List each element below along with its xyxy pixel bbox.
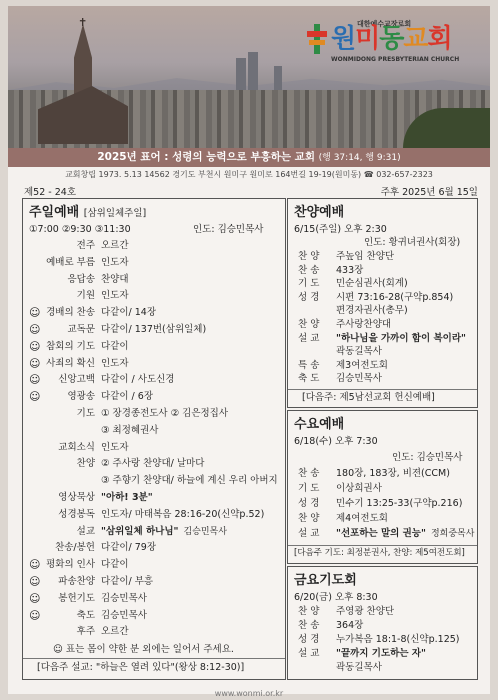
order-value: 오르간 (101, 626, 129, 638)
order-value: ③ 주향기 찬양대/ 하늘에 계신 우리 아버지 (101, 475, 278, 487)
order-value: 제3여전도회 (336, 359, 388, 371)
church-info: 교회창립 1973. 5.13 14562 경기도 부천시 원미구 원미로 164번길 19-19(원미동) ☎ 032-657-2323 (65, 170, 433, 179)
next-sermon: [다음주 설교: "하늘은 열려 있다"(왕상 8:12-30)] (37, 662, 245, 673)
order-label: 예배로 부름 (46, 256, 95, 268)
church-logo (305, 18, 480, 68)
order-value: 인도자 (101, 357, 129, 369)
city-photo (8, 6, 490, 148)
order-label: 찬양 (76, 458, 95, 470)
order-label: 성 경 (298, 291, 320, 303)
service-times: ①7:00 ②9:30 ③11:30 (29, 224, 131, 235)
sunday-service-title: 주일예배 [삼위일체주일] (29, 205, 147, 220)
order-label: 성 경 (298, 634, 320, 645)
preacher-name: 김승민목사 (183, 526, 227, 537)
order-value: 곽동길목사 (336, 662, 382, 673)
praise-service-box (287, 198, 478, 408)
order-value: 편경자권사(총무) (336, 305, 408, 317)
order-label: 신앙고백 (58, 374, 95, 386)
friday-prayer-box (287, 566, 478, 680)
praise-next: [다음주: 제5남선교회 헌신예배] (302, 392, 435, 403)
order-label: 영광송 (67, 391, 95, 403)
order-value: 주높임 찬양단 (336, 251, 395, 262)
order-label: 찬 양 (298, 319, 320, 330)
order-value: 인도자 (101, 256, 129, 268)
order-value: 민순심권사(회계) (336, 278, 408, 290)
issue-number: 제52 - 24호 (24, 187, 76, 198)
order-label: 사죄의 확신 (46, 357, 95, 369)
order-label: 파송찬양 (58, 576, 95, 587)
preacher-name: 정희중목사 (430, 529, 475, 539)
stand-note: ☺ 표는 몸이 약한 분 외에는 일어서 주세요. (53, 644, 234, 655)
order-value: ① 장경종전도사 ② 김은정집사 (101, 408, 229, 419)
order-label: 찬 양 (298, 513, 320, 524)
cross-logo-icon (305, 24, 329, 54)
order-label: 축 도 (298, 373, 320, 385)
praise-service-title: 찬양예배 (294, 205, 345, 220)
wednesday-service-title: 수요예배 (294, 417, 345, 432)
order-label: 찬 송 (298, 468, 320, 479)
wednesday-next: [다음주 기도: 최정분권사, 찬양: 제5여전도회] (294, 548, 465, 558)
order-label: 찬송/봉헌 (55, 542, 95, 554)
order-value: 인도자 (101, 441, 129, 453)
order-label: 후주 (76, 626, 95, 638)
stand-mark-icon: ☺ (29, 591, 41, 605)
order-value: 누가복음 18:1-8(신약p.125) (336, 634, 460, 645)
praise-leader: 인도: 황귀녀권사(회장) (364, 237, 461, 248)
order-value: 인도자 (101, 290, 129, 302)
order-label: 설 교 (298, 332, 320, 344)
order-value: 다같이/ 부흥 (101, 576, 154, 587)
year-motto: 2025년 표어 : 성령의 능력으로 부흥하는 교회 (행 37:14, 행 9:31) (8, 148, 490, 167)
order-value: 찬양대 (101, 273, 129, 285)
order-label: 기원 (76, 290, 95, 302)
stand-mark-icon: ☺ (29, 608, 41, 622)
stand-mark-icon: ☺ (29, 558, 41, 572)
order-value: 이상희권사 (336, 483, 382, 494)
order-value: 김승민목사 (336, 373, 382, 385)
bulletin-page (8, 6, 490, 698)
friday-time: 6/20(금) 오후 8:30 (294, 592, 378, 603)
stand-mark-icon: ☺ (29, 356, 41, 370)
church-nave (38, 86, 128, 144)
stand-mark-icon: ☺ (29, 323, 41, 336)
church-website: www.wonmi.or.kr (214, 689, 284, 698)
sermon-title: "선포하는 말의 권능" (336, 528, 426, 539)
stand-mark-icon: ☺ (29, 306, 41, 320)
order-label: 기 도 (298, 278, 320, 290)
order-value: ③ 최정혜권사 (101, 424, 159, 436)
order-label: 찬 송 (298, 620, 320, 631)
order-value: 인도자/ 마태복음 28:16-20(신약p.52) (101, 508, 265, 520)
order-label: 성 경 (298, 498, 320, 509)
order-value: 다같이/ 14장 (101, 307, 157, 319)
order-value: 다같이 / 6장 (101, 391, 153, 403)
order-label: 평화의 인사 (46, 559, 95, 571)
order-value: 180장, 183장, 비젼(CCM) (336, 468, 450, 479)
order-label: 축도 (76, 609, 95, 621)
sermon-line (336, 527, 474, 541)
order-value: 주영광 찬양단 (336, 606, 395, 617)
order-label: 경배의 찬송 (46, 307, 95, 319)
order-label: 찬 송 (298, 264, 320, 276)
order-value: 다같이 / 사도신경 (101, 374, 175, 386)
order-label: 교독문 (67, 324, 95, 335)
order-value: 다같이 (101, 340, 129, 352)
order-value: "아하! 3분" (101, 492, 153, 503)
stand-mark-icon: ☺ (29, 373, 41, 387)
order-value: 다같이/ 79장 (101, 542, 157, 554)
order-label: 교회소식 (58, 441, 95, 453)
order-label: 특 송 (298, 359, 320, 371)
order-value: "끝까지 기도하는 자" (336, 648, 426, 659)
order-label: 봉헌기도 (58, 592, 95, 604)
wednesday-leader: 인도: 김승민목사 (392, 452, 463, 463)
order-label: 기도 (76, 408, 95, 419)
stand-mark-icon: ☺ (29, 575, 41, 588)
order-value: 김승민목사 (101, 592, 147, 604)
order-label: 찬 양 (298, 606, 320, 617)
wednesday-time: 6/18(수) 오후 7:30 (294, 436, 378, 447)
order-value: 민수기 13:25-33(구약p.216) (336, 498, 463, 509)
sermon-title: "삼위일체 하나님" (101, 525, 179, 537)
order-label: 설교 (76, 525, 95, 537)
order-value: "하나님을 가까이 함이 복이라" (336, 332, 466, 344)
order-value: ② 주사랑 찬양대/ 날마다 (101, 458, 205, 470)
order-value: 다같이/ 137번(삼위일체) (101, 324, 207, 335)
stand-mark-icon: ☺ (29, 390, 41, 404)
order-label: 응답송 (67, 273, 95, 285)
order-value: 곽동길목사 (336, 346, 382, 358)
order-label: 기 도 (298, 483, 320, 494)
order-label: 설 교 (298, 648, 320, 659)
order-value: 오르간 (101, 240, 129, 251)
order-value: 시편 73:16-28(구약p.854) (336, 291, 454, 303)
bulletin-date: 주후 2025년 6월 15일 (380, 187, 478, 198)
stand-mark-icon: ☺ (29, 339, 41, 353)
praise-time: 6/15(주일) 오후 2:30 (294, 224, 387, 235)
order-label: 성경봉독 (58, 508, 95, 520)
church-building-image (30, 16, 130, 144)
order-label: 참회의 기도 (46, 340, 95, 352)
logo-denomination: 대한예수교장로회 (357, 20, 412, 28)
logo-church-name: 원미동교회 (331, 24, 452, 54)
order-label: 영상묵상 (58, 492, 95, 503)
order-value: 다같이 (101, 559, 129, 571)
order-value: 433장 (336, 264, 364, 276)
logo-english-name: WONMIDONG PRESBYTERIAN CHURCH (331, 56, 460, 63)
sunday-service-box (22, 198, 286, 680)
order-value: 김승민목사 (101, 609, 147, 621)
sermon-line (101, 525, 227, 539)
order-label: 전주 (76, 240, 95, 251)
wednesday-service-box (287, 410, 478, 564)
order-value: 제4여전도회 (336, 513, 388, 524)
order-value: 364장 (336, 620, 364, 631)
cross-icon: ✝ (78, 16, 88, 29)
service-leader: 인도: 김승민목사 (193, 224, 264, 235)
order-value: 주사랑찬양대 (336, 319, 392, 330)
order-label: 찬 양 (298, 251, 320, 262)
friday-prayer-title: 금요기도회 (294, 573, 357, 588)
order-label: 설 교 (298, 528, 320, 539)
